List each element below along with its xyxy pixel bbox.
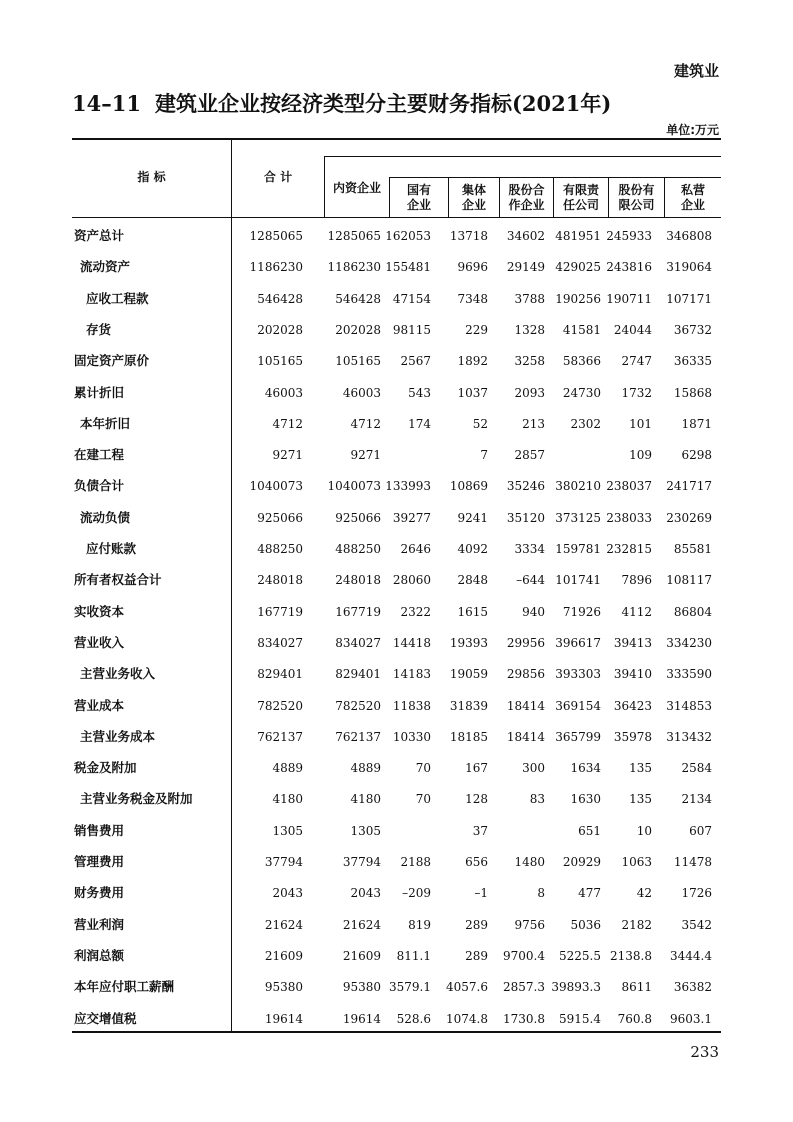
table-cell: 1634 xyxy=(570,761,601,776)
table-cell: 543 xyxy=(408,385,431,400)
table-cell: 4180 xyxy=(350,792,381,807)
table-cell: 24044 xyxy=(613,322,652,337)
table-cell: 3258 xyxy=(514,354,545,369)
table-row xyxy=(0,445,793,465)
table-cell: 760.8 xyxy=(617,1011,652,1026)
table-cell: 4180 xyxy=(272,792,303,807)
section-label: 建筑业 xyxy=(673,62,719,80)
table-cell: 105165 xyxy=(335,354,381,369)
table-cell: 334230 xyxy=(666,635,712,650)
table-cell: 4712 xyxy=(272,416,303,431)
row-label: 营业收入 xyxy=(74,634,125,650)
table-cell: 546428 xyxy=(335,291,381,306)
table-cell: 8 xyxy=(537,886,545,901)
header-state-owned xyxy=(390,183,448,213)
header-line: 国有 xyxy=(406,183,431,197)
table-cell: 762137 xyxy=(257,729,303,744)
table-cell: 52 xyxy=(472,416,488,431)
row-label: 主营业务收入 xyxy=(80,666,156,682)
table-header-rule xyxy=(72,217,721,218)
table-cell: 35120 xyxy=(506,510,545,525)
table-cell: 7348 xyxy=(457,291,488,306)
table-row xyxy=(0,289,793,309)
header-total: 合 计 xyxy=(263,170,293,184)
table-cell: 925066 xyxy=(257,510,303,525)
table-cell: 3334 xyxy=(514,542,545,556)
table-cell: 10330 xyxy=(392,729,431,744)
header-line: 企业 xyxy=(680,198,705,212)
row-label: 营业利润 xyxy=(74,916,125,932)
table-row xyxy=(0,508,793,528)
row-label: 所有者权益合计 xyxy=(74,572,162,588)
table-cell: 13718 xyxy=(449,229,488,243)
table-row xyxy=(0,1009,793,1029)
table-row xyxy=(0,946,793,966)
table-cell: 9756 xyxy=(514,917,545,932)
table-cell: –644 xyxy=(516,573,545,588)
table-cell: 1186230 xyxy=(249,260,303,275)
table-cell: 7896 xyxy=(621,573,652,588)
row-label: 存货 xyxy=(86,321,112,337)
table-cell: 101 xyxy=(629,416,652,431)
table-cell: 20929 xyxy=(562,855,601,869)
table-cell: 108117 xyxy=(666,573,712,588)
table-cell: 289 xyxy=(465,917,488,932)
table-cell: 9700.4 xyxy=(503,948,545,963)
table-row xyxy=(0,226,793,246)
table-cell: 41581 xyxy=(562,322,601,337)
table-row xyxy=(0,570,793,590)
row-label: 本年折旧 xyxy=(80,415,131,431)
table-cell: 167719 xyxy=(257,604,303,619)
table-cell: 135 xyxy=(629,792,652,807)
header-line: 股份合 xyxy=(508,183,545,197)
table-cell: 3788 xyxy=(514,291,545,306)
table-cell: 238033 xyxy=(606,510,652,525)
table-row xyxy=(0,320,793,340)
table-cell: 1328 xyxy=(514,322,545,337)
table-cell: 167 xyxy=(465,761,488,776)
table-cell: 3579.1 xyxy=(389,980,431,995)
header-limited-liability xyxy=(554,183,608,213)
table-cell: 1726 xyxy=(681,886,712,901)
table-cell: 481951 xyxy=(555,229,601,243)
table-cell: 46003 xyxy=(264,385,303,400)
table-row xyxy=(0,351,793,371)
table-cell: 47154 xyxy=(392,291,431,306)
table-cell: 925066 xyxy=(335,510,381,525)
table-cell: 167719 xyxy=(335,604,381,619)
table-cell: 248018 xyxy=(335,573,381,588)
table-cell: 15868 xyxy=(673,385,712,400)
table-cell: 174 xyxy=(408,416,431,431)
table-cell: 3542 xyxy=(681,917,712,932)
table-cell: 1040073 xyxy=(249,479,303,494)
table-cell: 10869 xyxy=(449,479,488,494)
table-cell: 86804 xyxy=(673,604,712,619)
table-cell: 477 xyxy=(578,886,601,901)
table-row xyxy=(0,852,793,872)
page-number: 233 xyxy=(690,1043,719,1061)
table-cell: 230269 xyxy=(666,510,712,525)
table-bottom-rule xyxy=(72,1031,721,1033)
table-cell: 2848 xyxy=(457,573,488,588)
table-cell: 369154 xyxy=(555,698,601,713)
header-line: 任公司 xyxy=(562,198,599,212)
table-title xyxy=(72,88,611,118)
table-cell: 940 xyxy=(522,604,545,619)
header-line: 有限责 xyxy=(562,183,599,197)
table-cell: 1074.8 xyxy=(446,1011,488,1026)
table-cell: 58366 xyxy=(562,354,601,369)
table-row xyxy=(0,977,793,997)
table-cell: 4712 xyxy=(350,416,381,431)
unit-label: 单位:万元 xyxy=(666,123,719,137)
table-cell: 289 xyxy=(465,948,488,963)
table-cell: 34602 xyxy=(506,229,545,243)
table-cell: 37 xyxy=(472,823,488,838)
table-cell: 2043 xyxy=(272,886,303,901)
row-label: 资产总计 xyxy=(74,228,125,243)
table-row xyxy=(0,257,793,277)
table-cell: 135 xyxy=(629,761,652,776)
header-line: 作企业 xyxy=(508,198,545,212)
row-label: 税金及附加 xyxy=(74,760,137,776)
table-cell: 133993 xyxy=(385,479,431,494)
table-cell: 101741 xyxy=(555,573,601,588)
table-cell: 39410 xyxy=(613,667,652,682)
table-title-text: 建筑业企业按经济类型分主要财务指标(2021年) xyxy=(154,91,612,116)
header-line: 企业 xyxy=(461,198,486,212)
table-cell: 1305 xyxy=(272,823,303,838)
table-cell: 107171 xyxy=(666,291,712,306)
header-line: 股份有 xyxy=(618,183,655,197)
table-cell: 4112 xyxy=(621,604,652,619)
table-row xyxy=(0,383,793,403)
table-cell: 85581 xyxy=(673,542,712,556)
table-cell: 5915.4 xyxy=(559,1011,601,1026)
header-domestic: 内资企业 xyxy=(332,181,381,195)
table-row xyxy=(0,476,793,496)
table-cell: 248018 xyxy=(257,573,303,588)
table-cell: 243816 xyxy=(606,260,652,275)
table-cell: 36335 xyxy=(673,354,712,369)
header-share-limited xyxy=(609,183,664,213)
table-cell: 393303 xyxy=(555,667,601,682)
table-cell: 29856 xyxy=(506,667,545,682)
table-row xyxy=(0,789,793,809)
table-cell: 19059 xyxy=(449,667,488,682)
table-cell: 656 xyxy=(465,855,488,869)
table-cell: 8611 xyxy=(621,980,652,995)
table-cell: 35978 xyxy=(613,729,652,744)
row-label: 销售费用 xyxy=(74,822,125,838)
table-cell: 202028 xyxy=(257,322,303,337)
row-label: 主营业务税金及附加 xyxy=(80,791,193,807)
table-cell: 1615 xyxy=(457,604,488,619)
table-cell: 4889 xyxy=(350,761,381,776)
table-cell: 5036 xyxy=(570,917,601,932)
header-collective xyxy=(449,183,499,213)
table-cell: 190256 xyxy=(555,291,601,306)
row-label: 应收工程款 xyxy=(86,290,149,306)
table-cell: 1285065 xyxy=(249,229,303,243)
table-cell: 18414 xyxy=(506,698,545,713)
table-cell: 607 xyxy=(689,823,712,838)
table-cell: 313432 xyxy=(666,729,712,744)
table-cell: 35246 xyxy=(506,479,545,494)
table-cell: 95380 xyxy=(342,980,381,995)
table-cell: 229 xyxy=(465,322,488,337)
table-cell: 782520 xyxy=(257,698,303,713)
table-cell: 333590 xyxy=(666,667,712,682)
row-label: 本年应付职工薪酬 xyxy=(74,979,175,995)
table-cell: 42 xyxy=(636,886,652,901)
table-cell: 829401 xyxy=(335,667,381,682)
table-cell: –209 xyxy=(402,886,431,901)
table-cell: 2857 xyxy=(514,448,545,463)
table-cell: 11478 xyxy=(673,855,712,869)
table-cell: 36732 xyxy=(673,322,712,337)
row-label: 应交增值税 xyxy=(74,1010,137,1026)
row-label: 在建工程 xyxy=(74,447,125,463)
table-cell: 2747 xyxy=(621,354,652,369)
table-cell: 4889 xyxy=(272,761,303,776)
row-label: 负债合计 xyxy=(74,478,125,494)
table-row xyxy=(0,758,793,778)
table-cell: 4057.6 xyxy=(446,980,488,995)
table-cell: 14418 xyxy=(392,635,431,650)
row-label: 应付账款 xyxy=(86,541,137,556)
table-cell: 834027 xyxy=(257,635,303,650)
table-cell: 70 xyxy=(415,792,431,807)
row-label: 累计折旧 xyxy=(74,384,125,400)
table-cell: 1871 xyxy=(681,416,712,431)
table-cell: 396617 xyxy=(555,635,601,650)
table-cell: 29149 xyxy=(506,260,545,275)
table-cell: 128 xyxy=(465,792,488,807)
table-cell: 39893.3 xyxy=(551,980,601,995)
table-cell: 1037 xyxy=(457,385,488,400)
table-cell: 83 xyxy=(529,792,545,807)
table-cell: 4092 xyxy=(457,542,488,556)
table-row xyxy=(0,539,793,559)
header-joint-stock-coop xyxy=(500,183,553,213)
table-cell: 95380 xyxy=(264,980,303,995)
table-cell: 155481 xyxy=(385,260,431,275)
table-cell: 1730.8 xyxy=(503,1011,545,1026)
row-label: 营业成本 xyxy=(74,697,125,713)
table-cell: 21624 xyxy=(264,917,303,932)
table-cell: 29956 xyxy=(506,635,545,650)
table-row xyxy=(0,664,793,684)
table-cell: 314853 xyxy=(666,698,712,713)
table-cell: 5225.5 xyxy=(559,948,601,963)
header-line: 企业 xyxy=(406,198,431,212)
table-cell: 1063 xyxy=(621,855,652,869)
header-private xyxy=(665,183,721,213)
table-cell: 300 xyxy=(522,761,545,776)
table-row xyxy=(0,414,793,434)
table-cell: 546428 xyxy=(257,291,303,306)
table-cell: 365799 xyxy=(555,729,601,744)
table-cell: 10 xyxy=(636,823,652,838)
table-cell: 232815 xyxy=(606,542,652,556)
table-cell: 1892 xyxy=(457,354,488,369)
table-cell: 319064 xyxy=(666,260,712,275)
table-cell: 1480 xyxy=(514,855,545,869)
table-cell: 98115 xyxy=(392,322,431,337)
row-label: 利润总额 xyxy=(74,947,125,963)
header-subrule xyxy=(389,177,721,178)
table-cell: 241717 xyxy=(666,479,712,494)
table-cell: 651 xyxy=(578,823,601,838)
table-cell: 24730 xyxy=(562,385,601,400)
table-cell: 202028 xyxy=(335,322,381,337)
table-cell: 2188 xyxy=(400,855,431,869)
table-cell: 159781 xyxy=(555,542,601,556)
table-cell: 2182 xyxy=(621,917,652,932)
table-cell: 213 xyxy=(522,416,545,431)
row-label: 固定资产原价 xyxy=(74,353,150,369)
table-cell: 1040073 xyxy=(327,479,381,494)
table-cell: 9271 xyxy=(272,448,303,463)
table-cell: 373125 xyxy=(555,510,601,525)
table-cell: –1 xyxy=(474,886,488,901)
table-cell: 9241 xyxy=(457,510,488,525)
table-cell: 238037 xyxy=(606,479,652,494)
table-cell: 9696 xyxy=(457,260,488,275)
table-row xyxy=(0,915,793,935)
table-cell: 39413 xyxy=(613,635,652,650)
table-cell: 14183 xyxy=(392,667,431,682)
table-cell: 18185 xyxy=(449,729,488,744)
table-cell: 762137 xyxy=(335,729,381,744)
table-cell: 109 xyxy=(629,448,652,463)
table-cell: 2134 xyxy=(681,792,712,807)
table-cell: 11838 xyxy=(392,698,431,713)
table-cell: 2646 xyxy=(400,542,431,556)
table-cell: 488250 xyxy=(257,542,303,556)
header-line: 限公司 xyxy=(618,198,655,212)
table-cell: 7 xyxy=(480,448,488,463)
table-cell: 1305 xyxy=(350,823,381,838)
table-row xyxy=(0,821,793,841)
table-cell: 19393 xyxy=(449,635,488,650)
table-cell: 18414 xyxy=(506,729,545,744)
table-cell: 1732 xyxy=(621,385,652,400)
table-cell: 71926 xyxy=(562,604,601,619)
table-cell: 245933 xyxy=(606,229,652,243)
table-top-rule xyxy=(72,138,721,140)
table-row xyxy=(0,727,793,747)
table-cell: 31839 xyxy=(449,698,488,713)
header-line: 集体 xyxy=(461,183,486,197)
table-cell: 70 xyxy=(415,761,431,776)
table-cell: 39277 xyxy=(392,510,431,525)
table-cell: 380210 xyxy=(555,479,601,494)
table-cell: 834027 xyxy=(335,635,381,650)
table-cell: 819 xyxy=(408,917,431,932)
row-label: 主营业务成本 xyxy=(80,728,156,744)
table-cell: 190711 xyxy=(606,291,652,306)
table-cell: 19614 xyxy=(342,1011,381,1026)
table-cell: 2043 xyxy=(350,886,381,901)
table-cell: 6298 xyxy=(681,448,712,463)
table-cell: 2322 xyxy=(400,604,431,619)
table-cell: 829401 xyxy=(257,667,303,682)
table-cell: 782520 xyxy=(335,698,381,713)
table-row xyxy=(0,883,793,903)
table-cell: 346808 xyxy=(666,229,712,243)
table-cell: 9603.1 xyxy=(670,1011,712,1026)
table-cell: 2857.3 xyxy=(503,980,545,995)
table-row xyxy=(0,696,793,716)
row-label: 实收资本 xyxy=(74,603,125,619)
table-cell: 37794 xyxy=(264,855,303,869)
table-cell: 528.6 xyxy=(396,1011,431,1026)
table-cell: 21624 xyxy=(342,917,381,932)
table-cell: 21609 xyxy=(264,948,303,963)
table-cell: 37794 xyxy=(342,855,381,869)
table-cell: 2093 xyxy=(514,385,545,400)
header-line: 私营 xyxy=(680,183,705,197)
table-cell: 3444.4 xyxy=(670,948,712,963)
row-label: 财务费用 xyxy=(74,885,125,901)
table-cell: 1186230 xyxy=(327,260,381,275)
table-cell: 2584 xyxy=(681,761,712,776)
table-cell: 36423 xyxy=(613,698,652,713)
table-cell: 488250 xyxy=(335,542,381,556)
table-cell: 105165 xyxy=(257,354,303,369)
table-number: 14–11 xyxy=(72,91,141,116)
table-cell: 429025 xyxy=(555,260,601,275)
table-row xyxy=(0,602,793,622)
table-cell: 19614 xyxy=(264,1011,303,1026)
table-cell: 9271 xyxy=(350,448,381,463)
table-cell: 1285065 xyxy=(327,229,381,243)
table-cell: 2302 xyxy=(570,416,601,431)
header-subrule xyxy=(324,156,721,157)
table-cell: 2138.8 xyxy=(610,948,652,963)
row-label: 流动负债 xyxy=(80,509,131,525)
table-cell: 1630 xyxy=(570,792,601,807)
table-cell: 162053 xyxy=(385,229,431,243)
table-cell: 46003 xyxy=(342,385,381,400)
header-indicator: 指 标 xyxy=(137,170,166,184)
table-cell: 36382 xyxy=(673,980,712,995)
row-label: 管理费用 xyxy=(74,854,125,869)
row-label: 流动资产 xyxy=(80,259,131,275)
table-cell: 28060 xyxy=(392,573,431,588)
table-cell: 811.1 xyxy=(396,948,431,963)
table-cell: 2567 xyxy=(400,354,431,369)
table-cell: 21609 xyxy=(342,948,381,963)
table-row xyxy=(0,633,793,653)
